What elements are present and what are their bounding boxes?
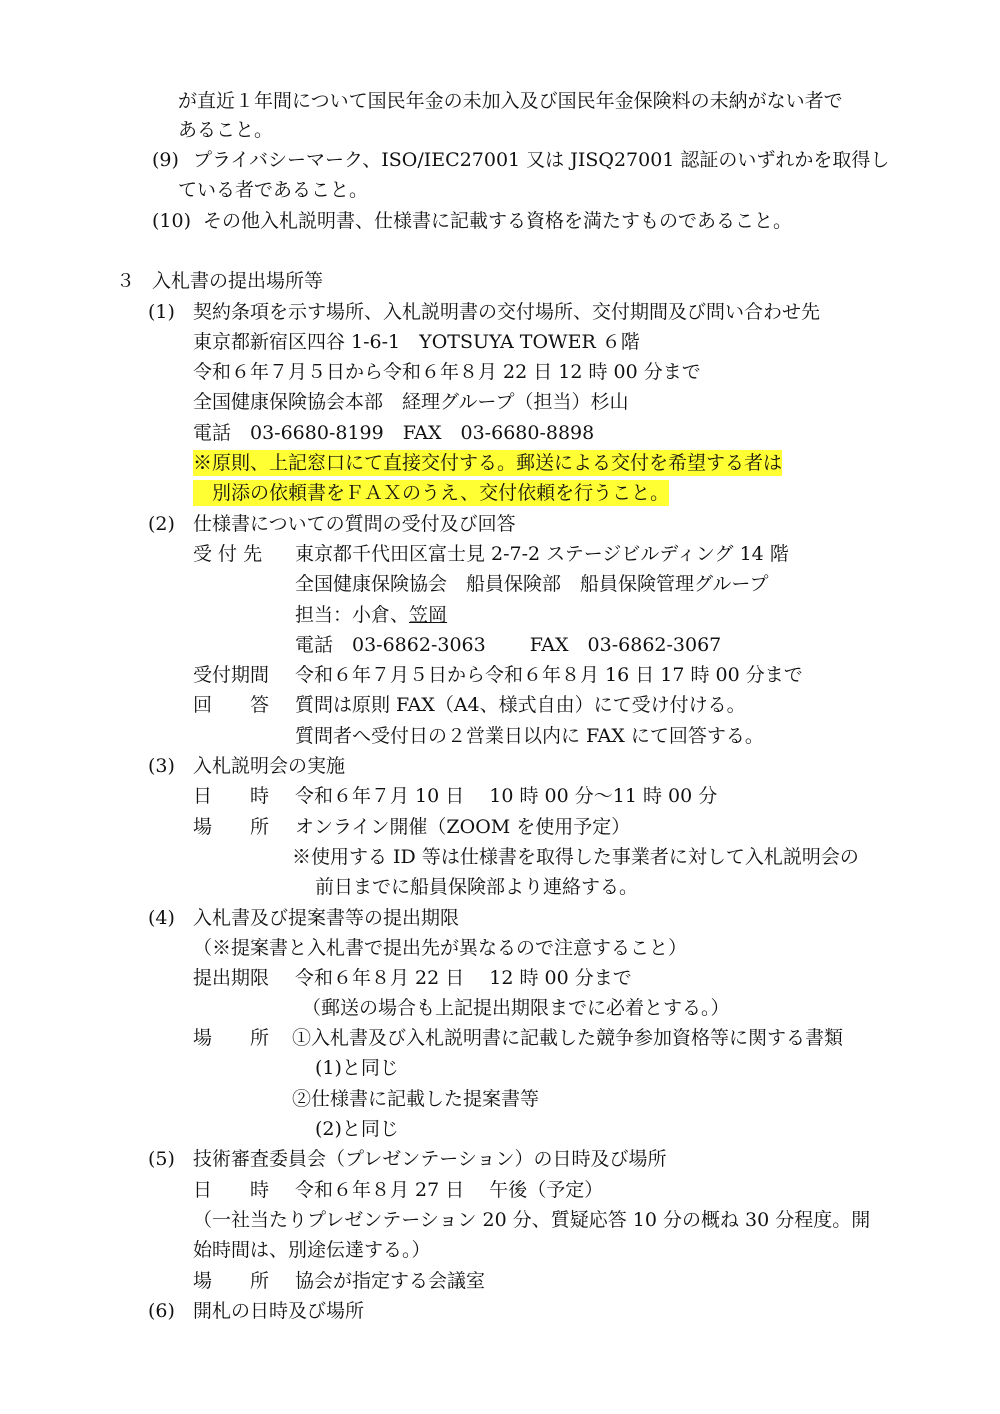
- p2-number: (2): [148, 513, 175, 535]
- p2-title: 仕様書についての質問の受付及び回答: [193, 513, 516, 535]
- p4-deadline-note: （郵送の場合も上記提出期限までに必着とする。）: [302, 997, 730, 1019]
- p2-period: 令和６年７月５日から令和６年８月 16 日 17 時 00 分まで: [295, 664, 803, 686]
- p3-place: オンライン開催（ZOOM を使用予定）: [295, 816, 631, 838]
- p1-address: 東京都新宿区四谷 1-6-1 YOTSUYA TOWER ６階: [193, 331, 640, 353]
- p2-recipient-phone: 電話 03-6862-3063 FAX 03-6862-3067: [295, 634, 722, 656]
- p4-place-1-reference: (1)と同じ: [315, 1057, 399, 1079]
- p4-label-deadline: 提出期限: [193, 967, 270, 989]
- p2-recipient-line-1: 東京都千代田区富士見 2-7-2 ステージビルディング 14 階: [295, 543, 789, 565]
- p2-label-answer: 回 答: [193, 694, 270, 716]
- p1-highlighted-note-line-1: ※原則、上記窓口にて直接交付する。郵送による交付を希望する者は: [193, 452, 783, 474]
- p4-place-1: ①入札書及び入札説明書に記載した競争参加資格等に関する書類: [292, 1027, 844, 1049]
- p5-title: 技術審査委員会（プレゼンテーション）の日時及び場所: [193, 1148, 667, 1170]
- p2-answer-line-2: 質問者へ受付日の２営業日以内に FAX にて回答する。: [295, 725, 764, 747]
- p3-number: (3): [148, 755, 175, 777]
- p2-recipient-line-2: 全国健康保険協会 船員保険部 船員保険管理グループ: [295, 573, 769, 595]
- section-3-title: 入札書の提出場所等: [152, 270, 324, 292]
- item-10-text: その他入札説明書、仕様書に記載する資格を満たすものであること。: [203, 210, 793, 232]
- p1-title: 契約条項を示す場所、入札説明書の交付場所、交付期間及び問い合わせ先: [193, 301, 821, 323]
- p1-contact: 全国健康保険協会本部 経理グループ（担当）杉山: [193, 391, 629, 413]
- item-9-text-line-2: ている者であること。: [178, 179, 369, 201]
- p3-note-line-2: 前日までに船員保険部より連絡する。: [315, 876, 639, 898]
- p5-label-date: 日 時: [193, 1179, 270, 1201]
- p5-number: (5): [148, 1148, 175, 1170]
- p5-note-line-2: 始時間は、別途伝達する。）: [193, 1239, 431, 1261]
- p4-number: (4): [148, 907, 175, 929]
- p5-place: 協会が指定する会議室: [295, 1270, 486, 1292]
- section-3-number: ３: [116, 270, 136, 292]
- p4-place-2: ②仕様書に記載した提案書等: [292, 1088, 540, 1110]
- p2-label-recipient: 受 付 先: [193, 543, 263, 565]
- p2-recipient-person-prefix: 担当：小倉、: [295, 604, 410, 626]
- p3-label-place: 場 所: [193, 816, 270, 838]
- p2-recipient-line-3: [295, 602, 447, 628]
- p4-deadline: 令和６年８月 22 日 12 時 00 分まで: [295, 967, 632, 989]
- p6-number: (6): [148, 1300, 175, 1322]
- continued-text-line-1: が直近１年間について国民年金の未加入及び国民年金保険料の未納がない者で: [178, 90, 843, 112]
- p4-title: 入札書及び提案書等の提出期限: [193, 907, 460, 929]
- p2-answer-line-1: 質問は原則 FAX（A4、様式自由）にて受け付ける。: [295, 694, 746, 716]
- item-10-number: (10): [152, 210, 192, 232]
- p5-label-place: 場 所: [193, 1270, 270, 1292]
- p4-note: （※提案書と入札書で提出先が異なるので注意すること）: [193, 937, 688, 959]
- p3-title: 入札説明会の実施: [193, 755, 346, 777]
- p4-place-2-reference: (2)と同じ: [315, 1118, 399, 1140]
- p1-number: (1): [148, 301, 175, 323]
- p1-phone: 電話 03-6680-8199 FAX 03-6680-8898: [193, 422, 595, 444]
- p5-date: 令和６年８月 27 日 午後（予定）: [295, 1179, 604, 1201]
- p3-note-line-1: ※使用する ID 等は仕様書を取得した事業者に対して入札説明会の: [292, 846, 859, 868]
- p3-label-date: 日 時: [193, 785, 270, 807]
- p6-title: 開札の日時及び場所: [193, 1300, 365, 1322]
- p3-date: 令和６年７月 10 日 10 時 00 分～11 時 00 分: [295, 785, 718, 807]
- p2-recipient-person-name: 笠岡: [409, 604, 448, 626]
- p5-note-line-1: （一社当たりプレゼンテーション 20 分、質疑応答 10 分の概ね 30 分程度。開: [193, 1209, 871, 1231]
- item-9-text-line-1: プライバシーマーク、ISO/IEC27001 又は JISQ27001 認証のいずれかを取得し: [193, 149, 890, 171]
- p4-label-place: 場 所: [193, 1027, 270, 1049]
- item-9-number: (9): [152, 149, 179, 171]
- p1-highlighted-note-line-2: 別添の依頼書をＦＡＸのうえ、交付依頼を行うこと。: [193, 482, 670, 504]
- continued-text-line-2: あること。: [178, 119, 274, 141]
- p2-label-period: 受付期間: [193, 664, 270, 686]
- p1-period: 令和６年７月５日から令和６年８月 22 日 12 時 00 分まで: [193, 361, 701, 383]
